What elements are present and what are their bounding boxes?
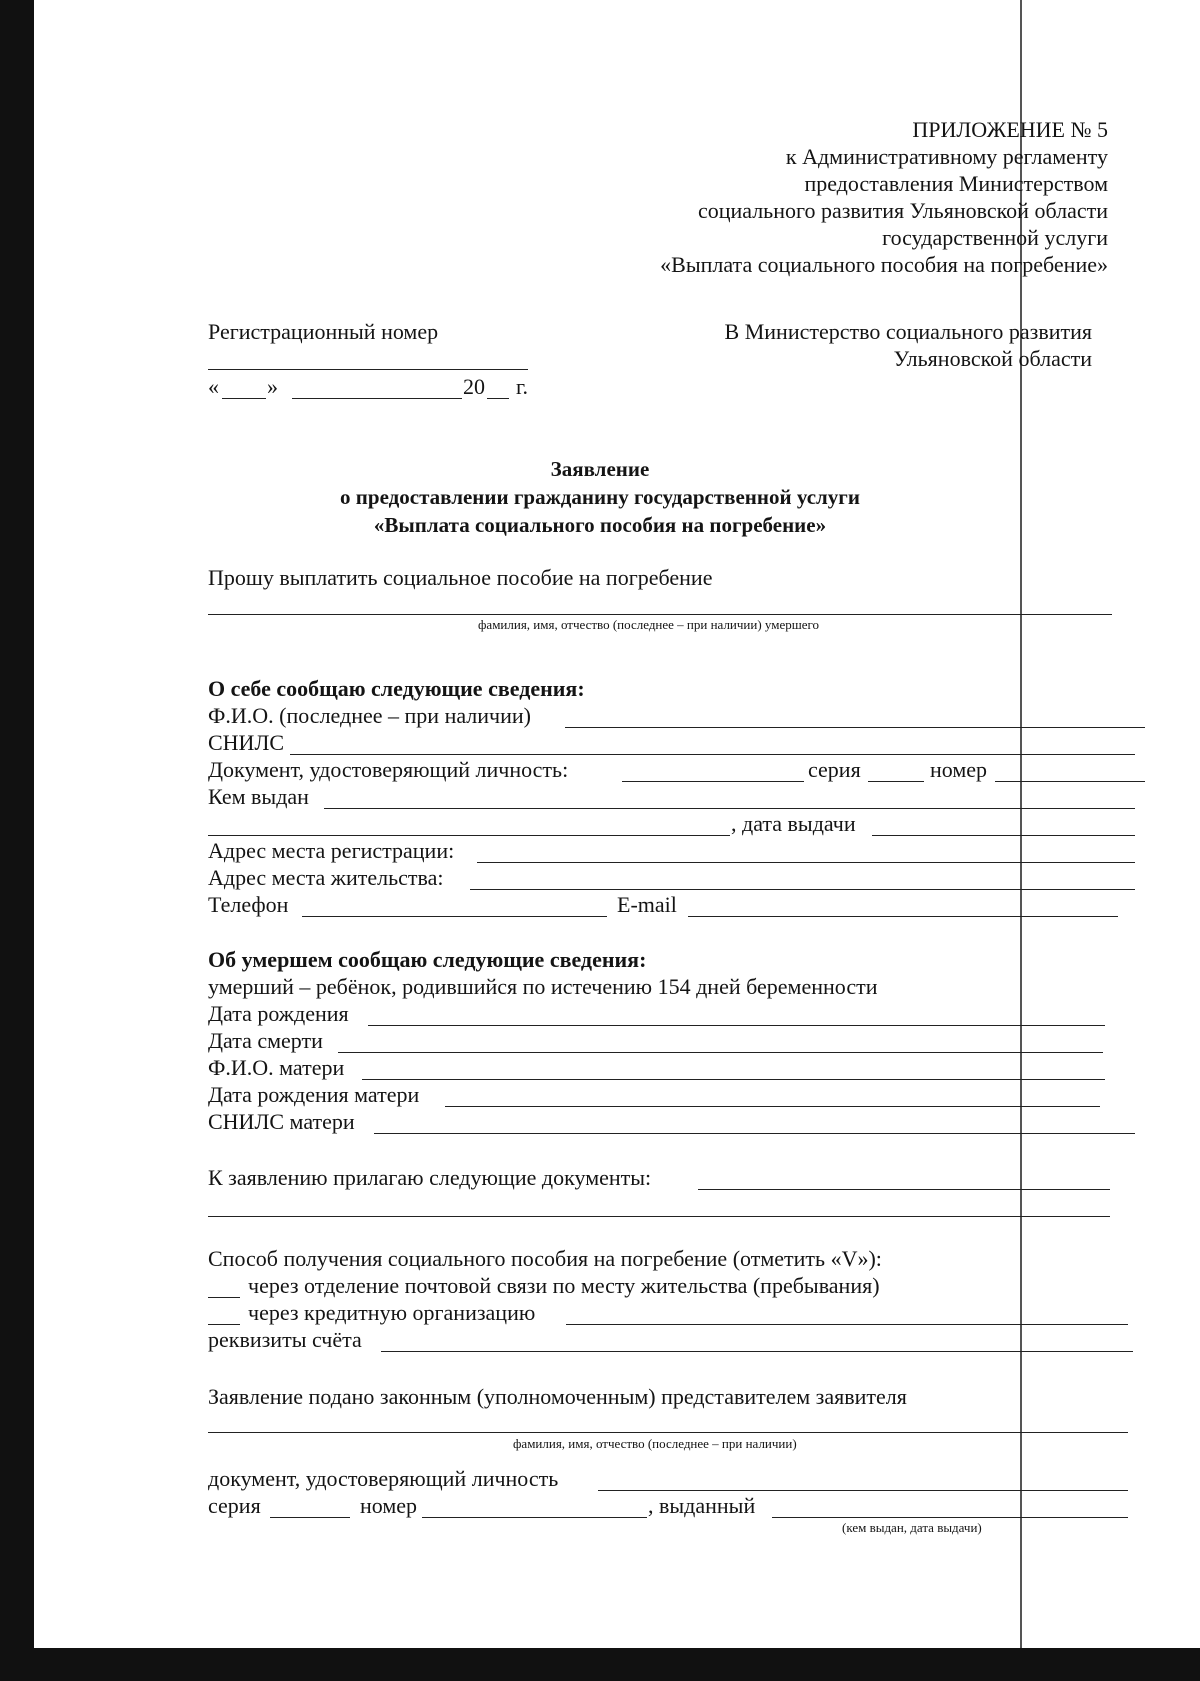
deceased-info-heading: Об умершем сообщаю следующие сведения:	[208, 947, 647, 972]
id-number-label: номер	[930, 757, 988, 782]
post-option-label: через отделение почтовой связи по месту жительства (пребывания)	[248, 1273, 880, 1298]
request-text: Прошу выплатить социальное пособие на погребение	[208, 565, 713, 590]
reg-address-label: Адрес места регистрации:	[208, 838, 455, 863]
live-address-field[interactable]	[470, 889, 1135, 890]
applicant-snils-label: СНИЛС	[208, 730, 285, 755]
rep-issued-caption: (кем выдан, дата выдачи)	[842, 1520, 982, 1535]
phone-label: Телефон	[208, 892, 289, 917]
rep-number-label: номер	[360, 1493, 418, 1518]
birth-date-field[interactable]	[368, 1025, 1105, 1026]
account-field[interactable]	[381, 1351, 1133, 1352]
mother-snils-field[interactable]	[374, 1133, 1135, 1134]
applicant-fio-field[interactable]	[565, 727, 1145, 728]
bank-name-field[interactable]	[566, 1324, 1128, 1325]
date-month-field[interactable]	[292, 398, 462, 399]
issue-date-label: , дата выдачи	[731, 811, 856, 836]
mother-birth-label: Дата рождения матери	[208, 1082, 420, 1107]
deceased-fio-field[interactable]	[208, 614, 1112, 615]
date-year-prefix: 20	[463, 374, 485, 399]
bank-option-label: через кредитную организацию	[248, 1300, 536, 1325]
appendix-line: государственной услуги	[882, 225, 1108, 250]
id-doc-field[interactable]	[622, 781, 804, 782]
bank-checkbox[interactable]	[208, 1324, 240, 1325]
death-date-label: Дата смерти	[208, 1028, 323, 1053]
applicant-snils-field[interactable]	[290, 754, 1135, 755]
mother-fio-field[interactable]	[362, 1079, 1105, 1080]
registration-label: Регистрационный номер	[208, 319, 439, 344]
rep-issued-field[interactable]	[772, 1517, 1128, 1518]
appendix-line: к Административному регламенту	[785, 144, 1108, 169]
email-label: E-mail	[617, 892, 677, 917]
deceased-fio-caption: фамилия, имя, отчество (последнее – при наличии) умершего	[478, 617, 820, 632]
scan-border-left	[0, 0, 34, 1681]
post-checkbox[interactable]	[208, 1297, 240, 1298]
child-note: умерший – ребёнок, родившийся по истечению 154 дней беременности	[208, 974, 878, 999]
issue-date-field[interactable]	[872, 835, 1135, 836]
scan-border-bottom	[0, 1648, 1200, 1681]
death-date-field[interactable]	[338, 1052, 1103, 1053]
issued-by-field[interactable]	[324, 808, 1135, 809]
rep-series-label: серия	[208, 1493, 261, 1518]
id-doc-label: Документ, удостоверяющий личность:	[208, 757, 569, 782]
payment-heading: Способ получения социального пособия на погребение (отметить «V»):	[208, 1246, 882, 1271]
service-name: «Выплата социального пособия на погребение»	[373, 513, 827, 537]
rep-series-field[interactable]	[270, 1517, 350, 1518]
id-series-field[interactable]	[868, 781, 924, 782]
rep-id-doc-field[interactable]	[598, 1490, 1128, 1491]
id-series-label: серия	[808, 757, 861, 782]
document-subtitle: о предоставлении гражданину государственной услуги	[340, 485, 860, 509]
representative-fio-field[interactable]	[208, 1432, 1128, 1433]
self-info-heading: О себе сообщаю следующие сведения:	[208, 676, 585, 701]
addressee-line: В Министерство социального развития	[724, 319, 1092, 344]
appendix-line: социального развития Ульяновской области	[697, 198, 1108, 223]
reg-address-field[interactable]	[477, 862, 1135, 863]
email-field[interactable]	[688, 916, 1118, 917]
rep-issued-label: , выданный	[648, 1493, 756, 1518]
rep-id-doc-label: документ, удостоверяющий личность	[208, 1466, 559, 1491]
date-year-field[interactable]	[487, 398, 509, 399]
document-title: Заявление	[550, 457, 650, 481]
rep-number-field[interactable]	[422, 1517, 647, 1518]
representative-fio-caption: фамилия, имя, отчество (последнее – при наличии)	[513, 1436, 797, 1451]
issued-by-label: Кем выдан	[208, 784, 309, 809]
attachments-field-continued[interactable]	[208, 1216, 1110, 1217]
appendix-line: предоставления Министерством	[804, 171, 1108, 196]
mother-fio-label: Ф.И.О. матери	[208, 1055, 345, 1080]
attachments-field[interactable]	[698, 1189, 1110, 1190]
applicant-fio-label: Ф.И.О. (последнее – при наличии)	[208, 703, 531, 728]
registration-number-field[interactable]	[208, 369, 528, 370]
mother-birth-field[interactable]	[445, 1106, 1100, 1107]
issued-by-field-continued[interactable]	[208, 835, 730, 836]
phone-field[interactable]	[302, 916, 607, 917]
date-open-quote: «	[208, 374, 219, 399]
addressee-line: Ульяновской области	[893, 346, 1092, 371]
account-label: реквизиты счёта	[208, 1327, 362, 1352]
date-year-suffix: г.	[516, 374, 529, 399]
date-day-field[interactable]	[222, 398, 266, 399]
appendix-line: «Выплата социального пособия на погребение»	[660, 252, 1108, 277]
representative-text: Заявление подано законным (уполномоченным) представителем заявителя	[208, 1384, 907, 1409]
id-number-field[interactable]	[995, 781, 1145, 782]
attachments-label: К заявлению прилагаю следующие документы:	[208, 1165, 652, 1190]
mother-snils-label: СНИЛС матери	[208, 1109, 355, 1134]
birth-date-label: Дата рождения	[208, 1001, 349, 1026]
date-close-quote: »	[267, 374, 278, 399]
appendix-title: ПРИЛОЖЕНИЕ № 5	[912, 117, 1108, 142]
live-address-label: Адрес места жительства:	[208, 865, 444, 890]
